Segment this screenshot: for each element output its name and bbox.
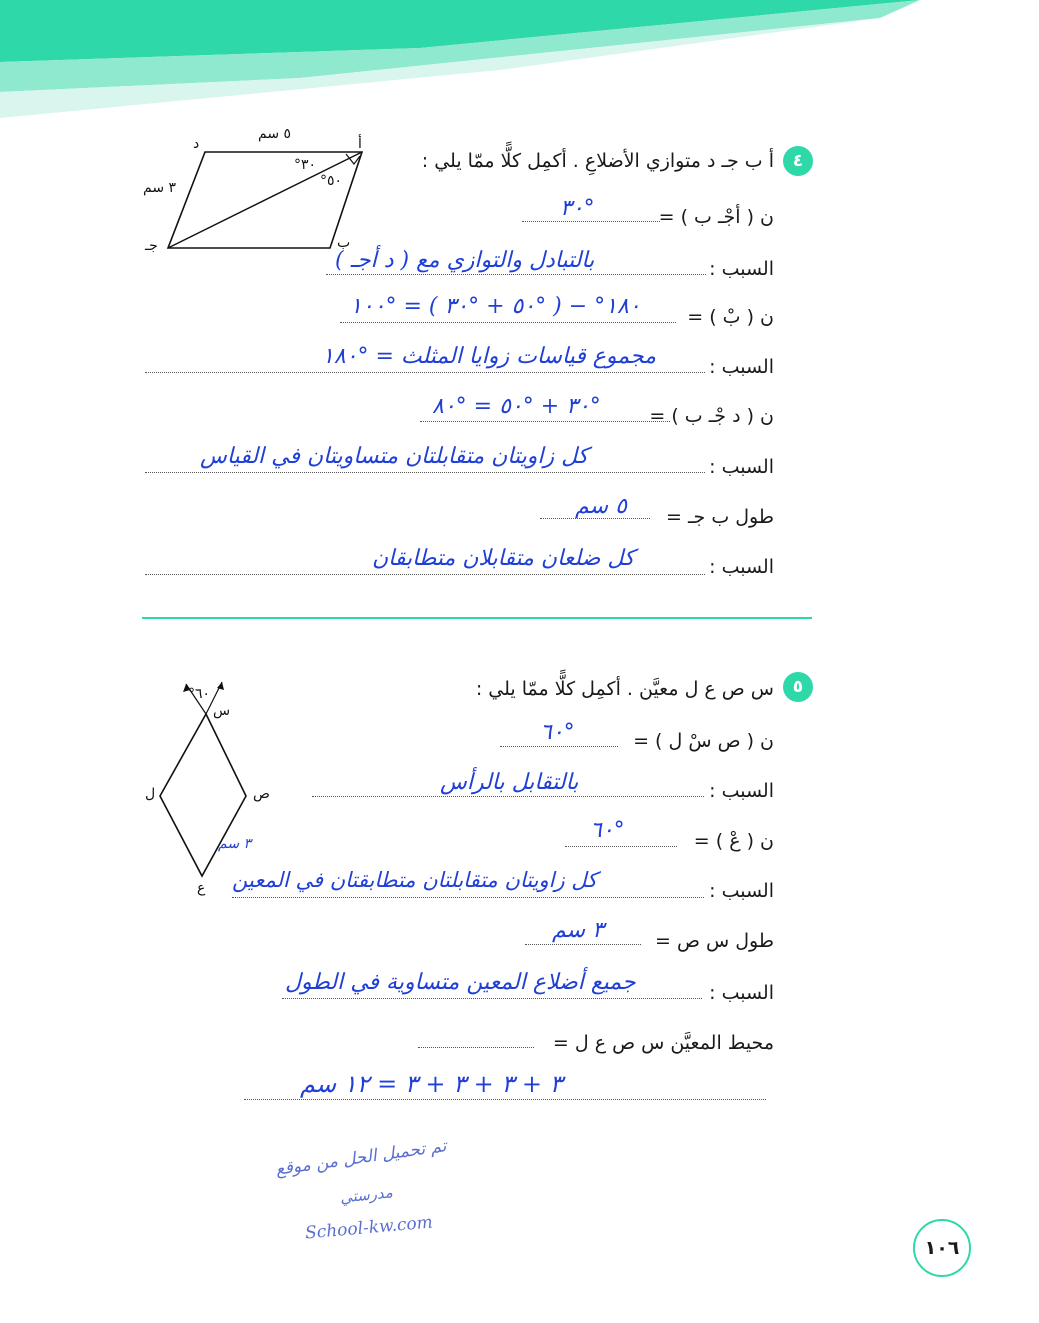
ex5-line6-dots <box>282 998 702 999</box>
vertex-d-label: د <box>193 136 200 152</box>
ex4-line4-answer: مجموع قياسات زوايا المثلث = °١٨٠ <box>322 344 656 369</box>
angle-50-label: °٥٠ <box>320 173 343 189</box>
vertex-lam-label: ل <box>145 786 156 802</box>
ex5-line3-label: ن ( عْ ) = <box>693 830 774 852</box>
ex5-line3-dots <box>565 846 677 847</box>
ex5-line2-answer: بالتقابل بالرأس <box>440 770 579 795</box>
ex4-line1-dots <box>522 221 660 222</box>
vertex-a-label: أ <box>358 136 362 152</box>
ex5-line1-label: ن ( ص سْ ل ) = <box>633 730 774 752</box>
vertex-c-label: جـ <box>145 238 158 254</box>
exercise-4-statement: أ ب جـ د متوازي الأضلاعِ . أكمِل كلًّا ممّا يلي : <box>421 150 774 172</box>
ex4-line7-answer: ٥ سم <box>575 494 627 519</box>
ex4-line8-answer: كل ضلعان متقابلان متطابقان <box>372 546 635 571</box>
ex4-line5-answer: °٣٠ + °٥٠ = °٨٠ <box>432 394 601 419</box>
rhombus-side-label: ٣ سم <box>218 836 252 852</box>
ex4-line5-dots <box>420 421 670 422</box>
ex4-line3-answer: ١٨٠° − ( °٥٠ + °٣٠ ) = °١٠٠ <box>350 294 641 319</box>
ex5-line8-answer: ٣ + ٣ + ٣ + ٣ = ١٢ سم <box>300 1070 563 1098</box>
page-number: ١٠٦ <box>924 1237 960 1259</box>
vertex-b-label: ب <box>337 235 351 251</box>
header-decoration <box>0 0 1039 120</box>
angle-30-label: °٣٠ <box>294 157 317 173</box>
vertex-sad-label: ص <box>253 786 270 802</box>
watermark-line1: تم تحميل الحل من موقع <box>274 1136 448 1180</box>
ex5-line3-answer: °٦٠ <box>590 818 625 843</box>
ex4-line4-dots <box>145 372 705 373</box>
watermark-line3: School-kw.com <box>304 1212 434 1244</box>
exercise-4-badge: ٤ <box>783 146 813 176</box>
ex4-line1-answer: °٣٠ <box>560 196 595 221</box>
ex5-line7-dots <box>418 1047 534 1048</box>
ex5-line8-dots <box>244 1099 766 1100</box>
ex5-line1-answer: °٦٠ <box>540 720 575 745</box>
ex5-line5-dots <box>525 944 641 945</box>
ex4-line5-label: ن ( د جْـ ب ) = <box>649 405 774 427</box>
ex5-line5-answer: ٣ سم <box>552 918 604 943</box>
vertex-ain-label: ع <box>197 880 206 896</box>
vertex-s-label: س <box>213 703 231 719</box>
ex4-line3-label: ن ( بْ ) = <box>687 306 774 328</box>
exercise-5-badge: ٥ <box>783 672 813 702</box>
ex4-line4-label: السبب : <box>709 356 774 378</box>
ex4-line2-label: السبب : <box>709 258 774 280</box>
ex4-line8-label: السبب : <box>709 556 774 578</box>
ex5-line4-label: السبب : <box>709 880 774 902</box>
exercise-5-statement: س ص ع ل معيَّن . أكمِل كلًّا ممّا يلي : <box>475 678 774 700</box>
watermark-line2: مدرستي <box>339 1183 394 1207</box>
ex5-line6-answer: جميع أضلاع المعين متساوية في الطول <box>285 970 636 995</box>
ex5-line7-label: محيط المعيَّن س ص ع ل = <box>552 1032 774 1054</box>
ex4-line7-label: طول ب جـ = <box>666 506 774 528</box>
ex4-line3-dots <box>340 322 676 323</box>
ex4-line6-dots <box>145 472 705 473</box>
ex5-line6-label: السبب : <box>709 982 774 1004</box>
page-number-badge <box>913 1219 971 1277</box>
section-divider <box>142 617 812 619</box>
ex4-line2-dots <box>326 274 706 275</box>
ex4-line2-answer: بالتبادل والتوازي مع ( د أجـ ) <box>335 248 595 273</box>
ex5-line5-label: طول س ص = <box>655 930 774 952</box>
ex4-line1-label: ن ( أجْـ ب ) = <box>658 206 774 228</box>
ex4-line8-dots <box>145 574 705 575</box>
ex5-line2-dots <box>312 796 704 797</box>
ex5-line1-dots <box>500 746 618 747</box>
side-top-label: ٥ سم <box>258 126 292 142</box>
ex5-line4-dots <box>232 897 704 898</box>
side-left-label: ٣ سم <box>143 180 177 196</box>
ex4-line6-answer: كل زاويتان متقابلتان متساويتان في القياس <box>200 444 589 469</box>
angle-60-label: °٦٠ <box>188 686 211 702</box>
ex4-line6-label: السبب : <box>709 456 774 478</box>
ex5-line2-label: السبب : <box>709 780 774 802</box>
ex5-line4-answer: كل زاويتان متقابلتان متطابقتان في المعين <box>232 868 598 892</box>
